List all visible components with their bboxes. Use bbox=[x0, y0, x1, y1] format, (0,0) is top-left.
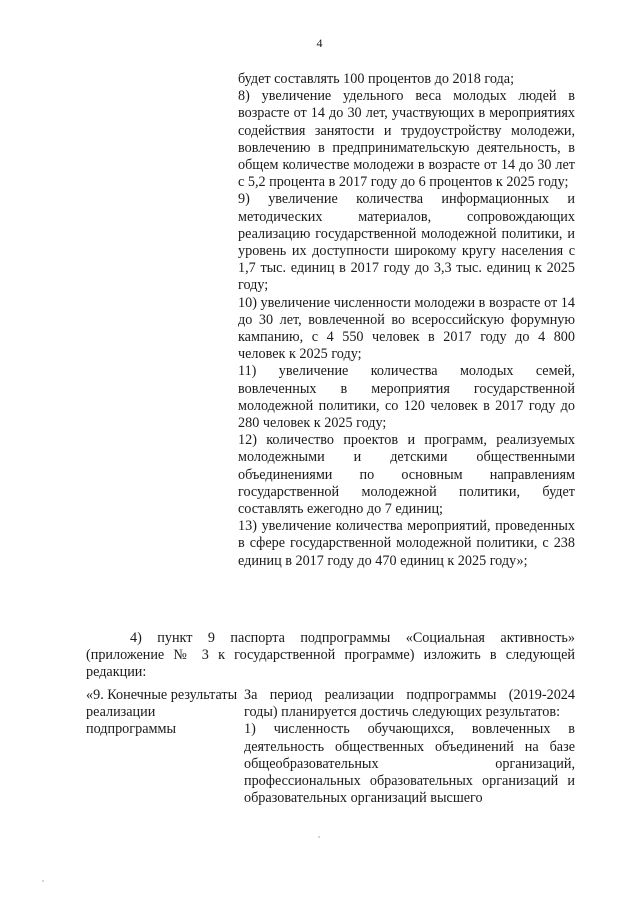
right-column-text bbox=[238, 71, 575, 570]
amendment-paragraph: 4) пункт 9 паспорта подпрограммы «Социальная активность» (приложение № 3 к государственной программе) изложить в следующей редакции: bbox=[86, 630, 575, 681]
scan-speck bbox=[318, 836, 320, 838]
list-item-10: 10) увеличение численности молодежи в возрасте от 14 до 30 лет, вовлеченной во всероссийскую форумную кампанию, с 4 550 человек в 2017 году до 4 800 человек к 2025 году; bbox=[238, 294, 575, 363]
result-item-1: 1) численность обучающихся, вовлеченных в деятельность общественных объединений на базе общеобразовательных организаций, профессиональных образовательных организаций и образовательных организаций высшего bbox=[244, 721, 575, 807]
list-item-12: 12) количество проектов и программ, реализуемых молодежными и детскими общественными объединениями по основным направлениям государственной молодежной политики, будет составлять ежегодно до 7 единиц; bbox=[238, 432, 575, 518]
list-item-8: 8) увеличение удельного веса молодых людей в возрасте от 14 до 30 лет, участвующих в мероприятиях содействия занятости и трудоустройству молодежи, вовлечению в предпринимательскую деятельность, в общем количестве молодежи в возрасте от 14 до 30 лет с 5,2 процента в 2017 году до 6 процентов к 2025 году; bbox=[238, 88, 575, 191]
list-item-13: 13) увеличение количества мероприятий, проведенных в сфере государственной молодежной политики, с 238 единиц в 2017 году до 470 единиц к 2025 году»; bbox=[238, 518, 575, 569]
results-intro: За период реализации подпрограммы (2019-2024 годы) планируется достичь следующих результатов: bbox=[244, 687, 575, 721]
paragraph-continuation: будет составлять 100 процентов до 2018 года; bbox=[238, 71, 515, 87]
table-content-cell bbox=[244, 687, 575, 807]
page-number: 4 bbox=[316, 36, 323, 50]
scan-speck bbox=[42, 880, 44, 882]
table-label-cell: «9. Конечные результаты реализации подпрограммы bbox=[86, 687, 238, 738]
list-item-11: 11) увеличение количества молодых семей, вовлеченных в мероприятия государственной молодежной политики, со 120 человек в 2017 году до 280 человек к 2025 году; bbox=[238, 363, 575, 432]
list-item-9: 9) увеличение количества информационных и методических материалов, сопровождающих реализацию государственной молодежной политики, и уровень их доступности широкому кругу населения с 1,7 тыс. единиц в 2017 году до 3,3 тыс. единиц к 2025 году; bbox=[238, 191, 575, 294]
